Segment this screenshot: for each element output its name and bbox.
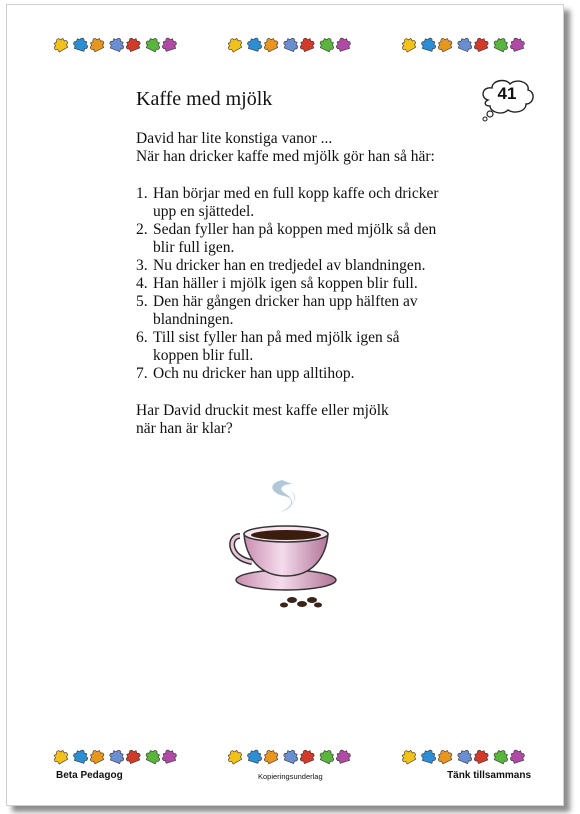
- copy-notice: Kopieringsunderlag: [258, 772, 323, 781]
- puzzle-border-top-center: [228, 36, 352, 58]
- page-number: 41: [497, 84, 517, 103]
- puzzle-border-bottom-center: [228, 748, 352, 770]
- puzzle-piece-icon: [333, 746, 355, 772]
- intro-line: När han dricker kaffe med mjölk gör han så här:: [136, 148, 435, 165]
- coffee-cup-illustration: [226, 476, 346, 616]
- intro-text: [136, 130, 435, 166]
- step-text: Och nu dricker han upp alltihop.: [153, 365, 355, 382]
- step-text: Han häller i mjölk igen så koppen blir full.: [153, 275, 418, 292]
- puzzle-border-bottom-left: [54, 748, 178, 770]
- question-line: Har David druckit mest kaffe eller mjölk: [136, 402, 389, 419]
- step-text: Nu dricker han en tredjedel av blandningen.: [153, 257, 426, 274]
- step-text: Han börjar med en full kopp kaffe och dricker: [153, 185, 439, 202]
- step-item: [136, 185, 486, 221]
- book-title: Tänk tillsammans: [447, 770, 531, 781]
- step-text: blandningen.: [153, 311, 234, 328]
- publisher-name: Beta Pedagog: [56, 770, 123, 781]
- puzzle-piece-icon: [507, 746, 529, 772]
- step-text: koppen blir full.: [153, 347, 254, 364]
- step-number: 1.: [136, 185, 148, 202]
- step-item: [136, 275, 486, 293]
- puzzle-border-top-left: [54, 36, 178, 58]
- step-item: [136, 221, 486, 257]
- question-text: [136, 402, 389, 438]
- puzzle-piece-icon: [69, 34, 91, 60]
- step-item: [136, 293, 486, 329]
- question-line: när han är klar?: [136, 420, 233, 437]
- step-number: 6.: [136, 329, 148, 346]
- steps-list: [136, 185, 486, 383]
- step-text: Sedan fyller han på koppen med mjölk så den: [153, 221, 437, 238]
- step-text: upp en sjättedel.: [153, 203, 255, 220]
- puzzle-piece-icon: [417, 34, 439, 60]
- puzzle-piece-icon: [507, 34, 529, 60]
- step-text: blir full igen.: [153, 239, 235, 256]
- puzzle-piece-icon: [159, 746, 181, 772]
- step-item: [136, 329, 486, 365]
- puzzle-piece-icon: [159, 34, 181, 60]
- puzzle-piece-icon: [69, 746, 91, 772]
- step-text: Den här gången dricker han upp hälften av: [153, 293, 418, 310]
- puzzle-border-bottom-right: [402, 748, 526, 770]
- step-item: [136, 365, 486, 383]
- step-number: 5.: [136, 293, 148, 310]
- puzzle-piece-icon: [333, 34, 355, 60]
- step-item: [136, 257, 486, 275]
- intro-line: David har lite konstiga vanor ...: [136, 130, 333, 147]
- step-number: 7.: [136, 365, 148, 382]
- step-number: 3.: [136, 257, 148, 274]
- puzzle-piece-icon: [243, 746, 265, 772]
- step-text: Till sist fyller han på med mjölk igen så: [153, 329, 400, 346]
- step-number: 2.: [136, 221, 148, 238]
- puzzle-piece-icon: [243, 34, 265, 60]
- page-title: Kaffe med mjölk: [136, 88, 273, 110]
- step-number: 4.: [136, 275, 148, 292]
- puzzle-border-top-right: [402, 36, 526, 58]
- puzzle-piece-icon: [417, 746, 439, 772]
